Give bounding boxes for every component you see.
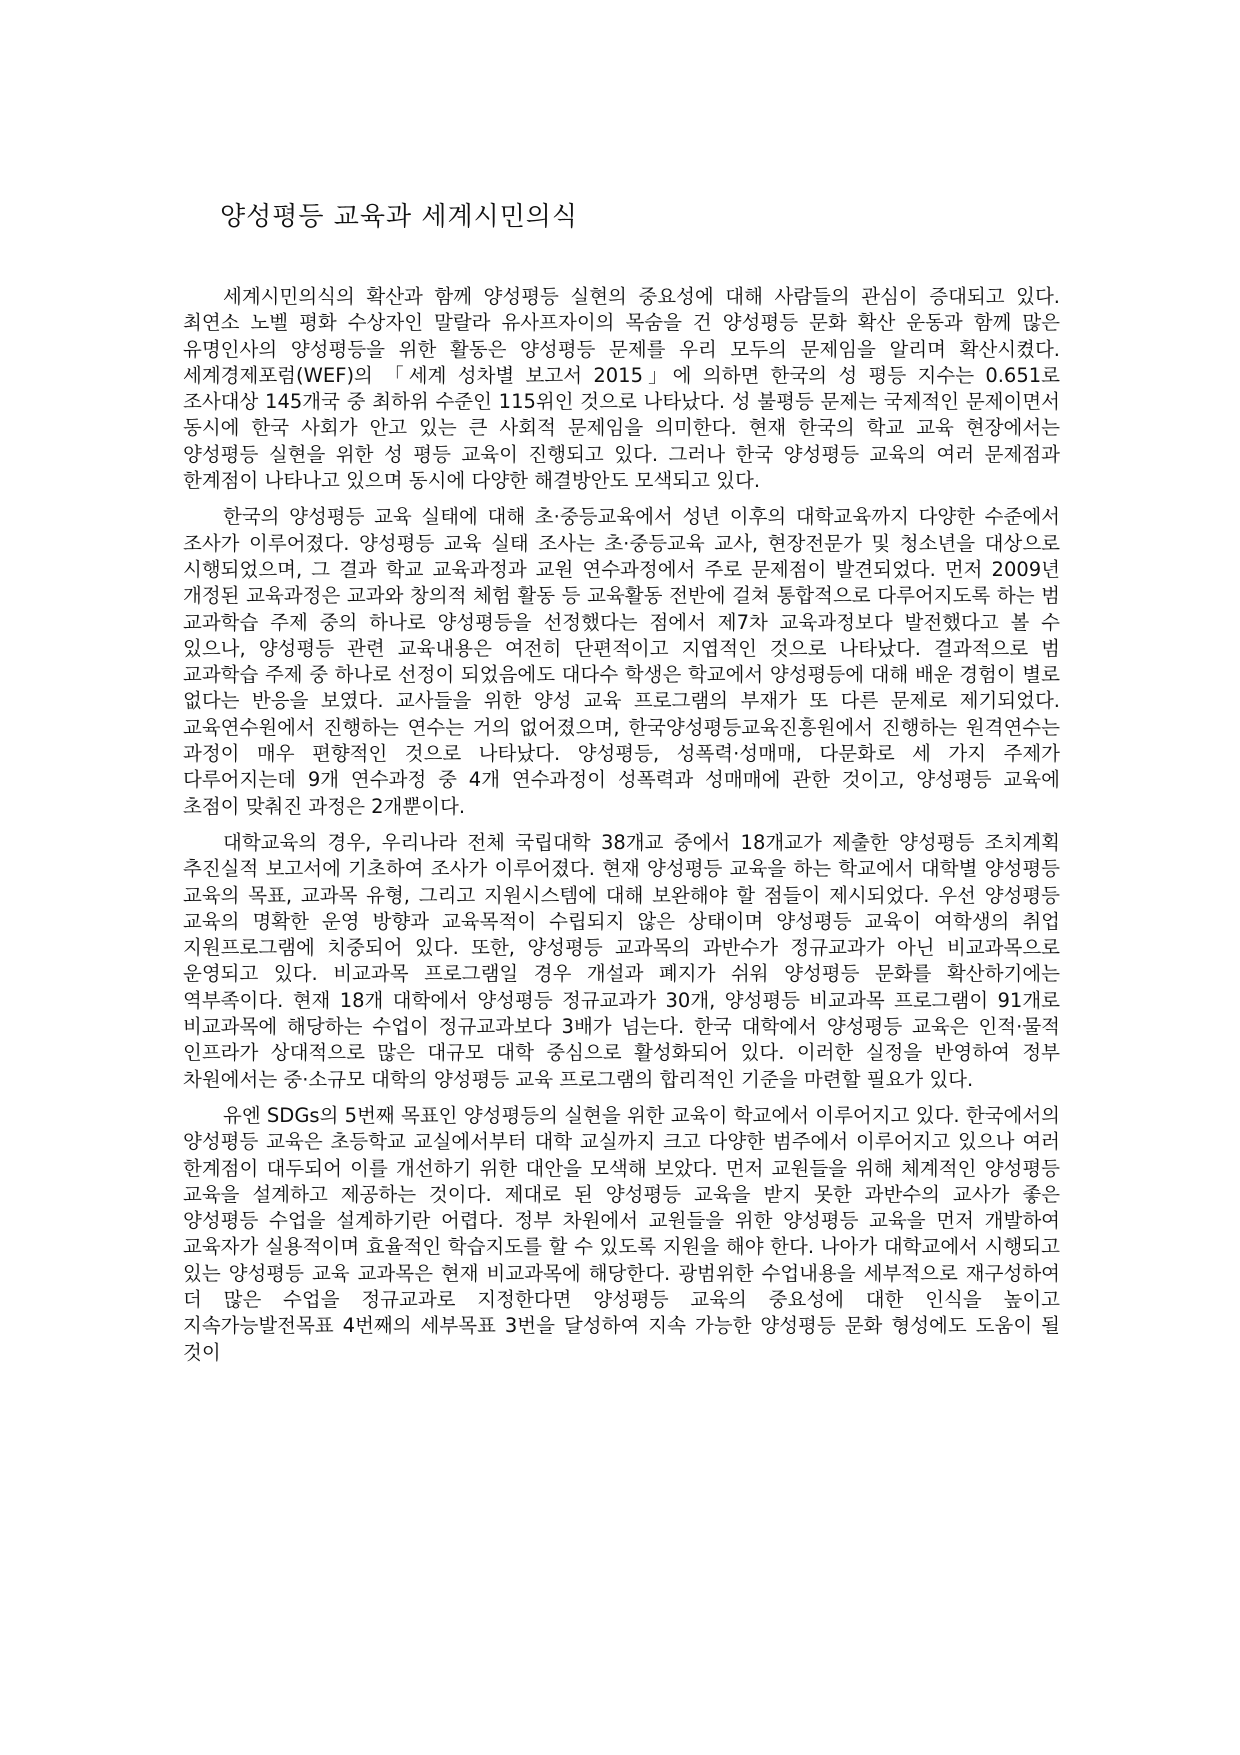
document-body [183,284,1060,1376]
paragraph-2: 한국의 양성평등 교육 실태에 대해 초·중등교육에서 성년 이후의 대학교육까지 다양한 수준에서 조사가 이루어졌다. 양성평등 교육 실태 조사는 초·중등교육 교사, 현장전문가 및 청소년을 대상으로 시행되었으며, 그 결과 학교 교육과정과 교원 연수과정에서 주로 문제점이 발견되었다. 먼저 2009년 개정된 교육과정은 교과와 창의적 체험 활동 등 교육활동 전반에 걸쳐 통합적으로 다루어지도록 하는 범 교과학습 주제 중의 하나로 양성평등을 선정했다는 점에서 제7차 교육과정보다 발전했다고 볼 수 있으나, 양성평등 관련 교육내용은 여전히 단편적이고 지엽적인 것으로 나타났다. 결과적으로 범 교과학습 주제 중 하나로 선정이 되었음에도 대다수 학생은 학교에서 양성평등에 대해 배운 경험이 별로 없다는 반응을 보였다. 교사들을 위한 양성 교육 프로그램의 부재가 또 다른 문제로 제기되었다. 교육연수원에서 진행하는 연수는 거의 없어졌으며, 한국양성평등교육진흥원에서 진행하는 원격연수는 과정이 매우 편향적인 것으로 나타났다. 양성평등, 성폭력·성매매, 다문화로 세 가지 주제가 다루어지는데 9개 연수과정 중 4개 연수과정이 성폭력과 성매매에 관한 것이고, 양성평등 교육에 초점이 맞춰진 과정은 2개뿐이다. [183,505,1060,818]
paragraph-3: 대학교육의 경우, 우리나라 전체 국립대학 38개교 중에서 18개교가 제출한 양성평등 조치계획 추진실적 보고서에 기초하여 조사가 이루어졌다. 현재 양성평등 교육을 하는 학교에서 대학별 양성평등 교육의 목표, 교과목 유형, 그리고 지원시스템에 대해 보완해야 할 점들이 제시되었다. 우선 양성평등 교육의 명확한 운영 방향과 교육목적이 수립되지 않은 상태이며 양성평등 교육이 여학생의 취업 지원프로그램에 치중되어 있다. 또한, 양성평등 교과목의 과반수가 정규교과가 아닌 비교과목으로 운영되고 있다. 비교과목 프로그램일 경우 개설과 폐지가 쉬워 양성평등 문화를 확산하기에는 역부족이다. 현재 18개 대학에서 양성평등 정규교과가 30개, 양성평등 비교과목 프로그램이 91개로 비교과목에 해당하는 수업이 정규교과보다 3배가 넘는다. 한국 대학에서 양성평등 교육은 인적·물적 인프라가 상대적으로 많은 대규모 대학 중심으로 활성화되어 있다. 이러한 실정을 반영하여 정부 차원에서는 중·소규모 대학의 양성평등 교육 프로그램의 합리적인 기준을 마련할 필요가 있다. [183,830,1060,1091]
document-title: 양성평등 교육과 세계시민의식 [220,202,579,232]
paragraph-1: 세계시민의식의 확산과 함께 양성평등 실현의 중요성에 대해 사람들의 관심이 증대되고 있다. 최연소 노벨 평화 수상자인 말랄라 유사프자이의 목숨을 건 양성평등 문화 확산 운동과 함께 많은 유명인사의 양성평등을 위한 활동은 양성평등 문제를 우리 모두의 문제임을 알리며 확산시켰다. 세계경제포럼(WEF)의 「세계 성차별 보고서 2015」에 의하면 한국의 성 평등 지수는 0.651로 조사대상 145개국 중 최하위 수준인 115위인 것으로 나타났다. 성 불평등 문제는 국제적인 문제이면서 동시에 한국 사회가 안고 있는 큰 사회적 문제임을 의미한다. 현재 한국의 학교 교육 현장에서는 양성평등 실현을 위한 성 평등 교육이 진행되고 있다. 그러나 한국 양성평등 교육의 여러 문제점과 한계점이 나타나고 있으며 동시에 다양한 해결방안도 모색되고 있다. [183,285,1060,493]
paragraph-4: 유엔 SDGs의 5번째 목표인 양성평등의 실현을 위한 교육이 학교에서 이루어지고 있다. 한국에서의 양성평등 교육은 초등학교 교실에서부터 대학 교실까지 크고 다양한 범주에서 이루어지고 있으나 여러 한계점이 대두되어 이를 개선하기 위한 대안을 모색해 보았다. 먼저 교원들을 위해 체계적인 양성평등 교육을 설계하고 제공하는 것이다. 제대로 된 양성평등 교육을 받지 못한 과반수의 교사가 좋은 양성평등 수업을 설계하기란 어렵다. 정부 차원에서 교원들을 위한 양성평등 교육을 먼저 개발하여 교육자가 실용적이며 효율적인 학습지도를 할 수 있도록 지원을 해야 한다. 나아가 대학교에서 시행되고 있는 양성평등 교육 교과목은 현재 비교과목에 해당한다. 광범위한 수업내용을 세부적으로 재구성하여 더 많은 수업을 정규교과로 지정한다면 양성평등 교육의 중요성에 대한 인식을 높이고 지속가능발전목표 4번째의 세부목표 3번을 달성하여 지속 가능한 양성평등 문화 형성에도 도움이 될 것이 [183,1103,1060,1364]
